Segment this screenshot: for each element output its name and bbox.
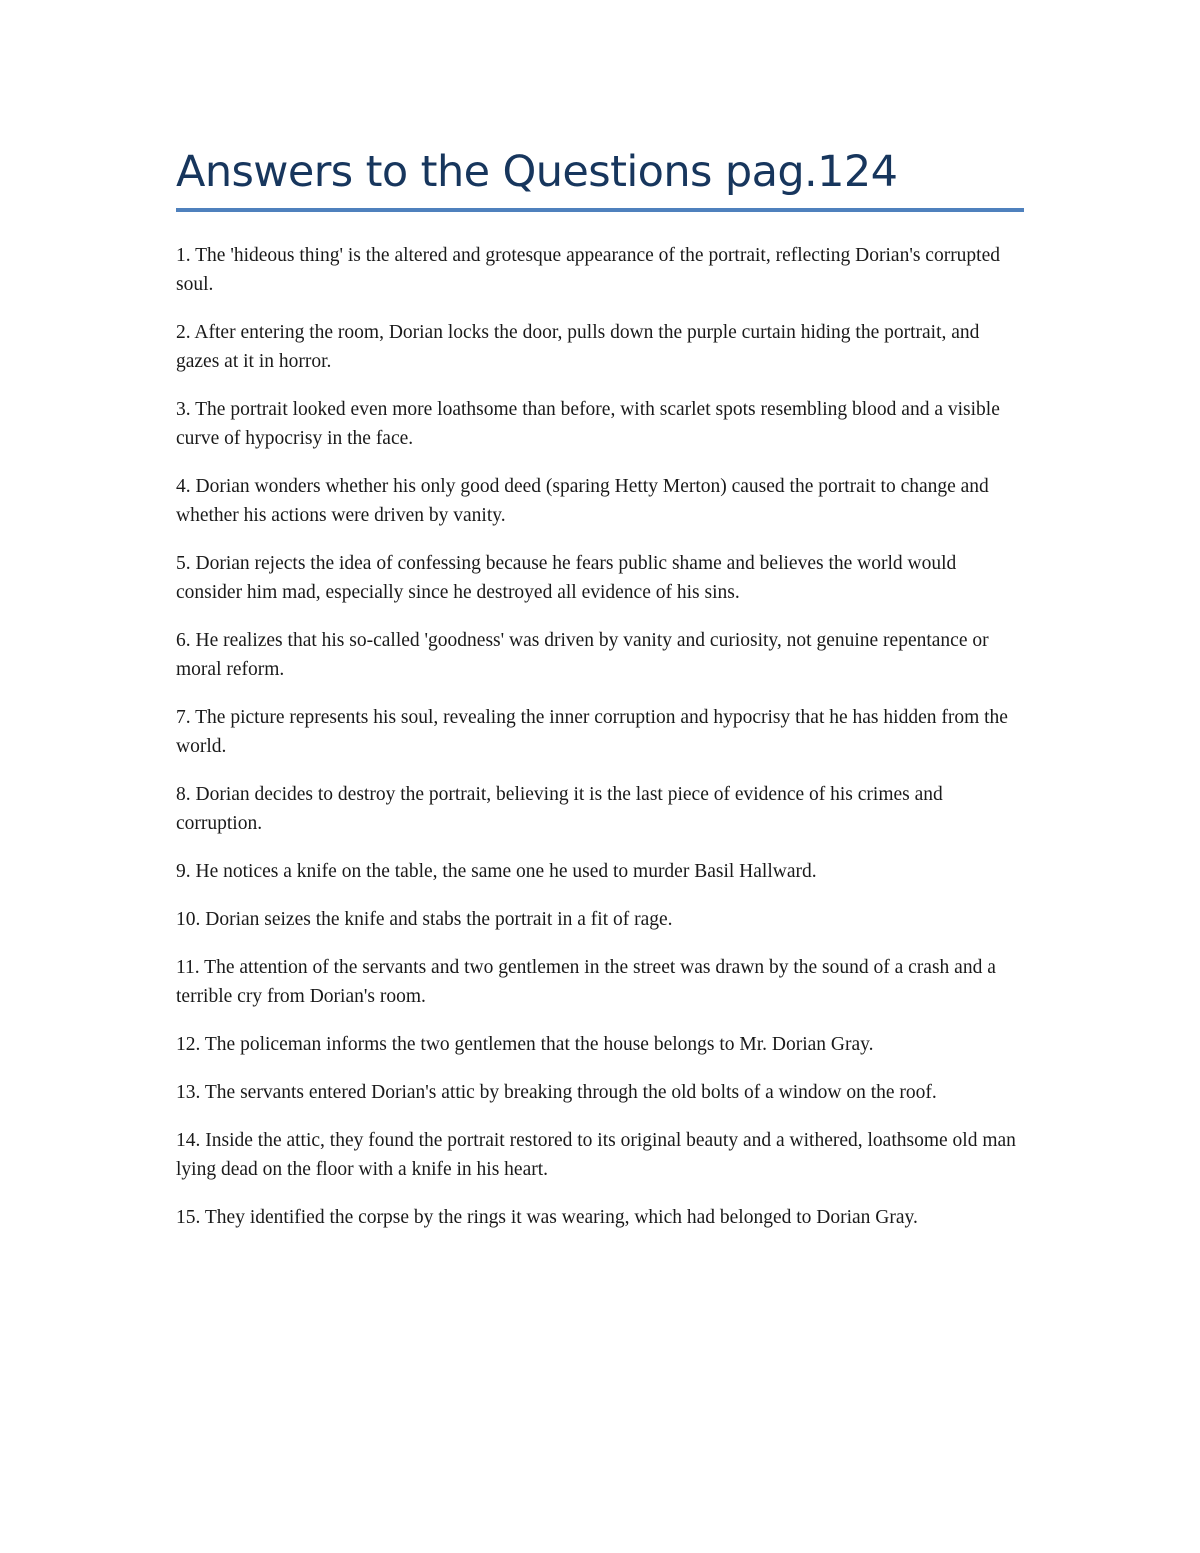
- answer-item: 4. Dorian wonders whether his only good deed (sparing Hetty Merton) caused the portrait to change and whether his actions were driven by vanity.: [176, 476, 989, 526]
- answer-item: 3. The portrait looked even more loathsome than before, with scarlet spots resembling blood and a visible curve of hypocrisy in the face.: [176, 399, 1000, 449]
- answer-item: 11. The attention of the servants and two gentlemen in the street was drawn by the sound of a crash and a terrible cry from Dorian's room.: [176, 957, 996, 1007]
- page-title: Answers to the Questions pag.124: [176, 147, 898, 197]
- answer-item: 15. They identified the corpse by the rings it was wearing, which had belonged to Dorian Gray.: [176, 1207, 918, 1228]
- title-underline: [176, 208, 1024, 212]
- answer-item: 9. He notices a knife on the table, the same one he used to murder Basil Hallward.: [176, 861, 817, 882]
- answer-item: 10. Dorian seizes the knife and stabs the portrait in a fit of rage.: [176, 909, 673, 930]
- answer-item: 14. Inside the attic, they found the portrait restored to its original beauty and a withered, loathsome old man lying dead on the floor with a knife in his heart.: [176, 1130, 1016, 1180]
- answers-list: [176, 241, 1026, 1251]
- answer-item: 13. The servants entered Dorian's attic by breaking through the old bolts of a window on the roof.: [176, 1082, 937, 1103]
- answer-item: 6. He realizes that his so-called 'goodness' was driven by vanity and curiosity, not genuine repentance or moral reform.: [176, 630, 989, 680]
- answer-item: 8. Dorian decides to destroy the portrait, believing it is the last piece of evidence of his crimes and corruption.: [176, 784, 943, 834]
- answer-item: 5. Dorian rejects the idea of confessing because he fears public shame and believes the world would consider him mad, especially since he destroyed all evidence of his sins.: [176, 553, 957, 603]
- answer-item: 12. The policeman informs the two gentlemen that the house belongs to Mr. Dorian Gray.: [176, 1034, 874, 1055]
- answer-item: 2. After entering the room, Dorian locks the door, pulls down the purple curtain hiding the portrait, and gazes at it in horror.: [176, 322, 980, 372]
- answer-item: 7. The picture represents his soul, revealing the inner corruption and hypocrisy that he has hidden from the world.: [176, 707, 1008, 757]
- answer-item: 1. The 'hideous thing' is the altered and grotesque appearance of the portrait, reflecting Dorian's corrupted soul.: [176, 245, 1001, 295]
